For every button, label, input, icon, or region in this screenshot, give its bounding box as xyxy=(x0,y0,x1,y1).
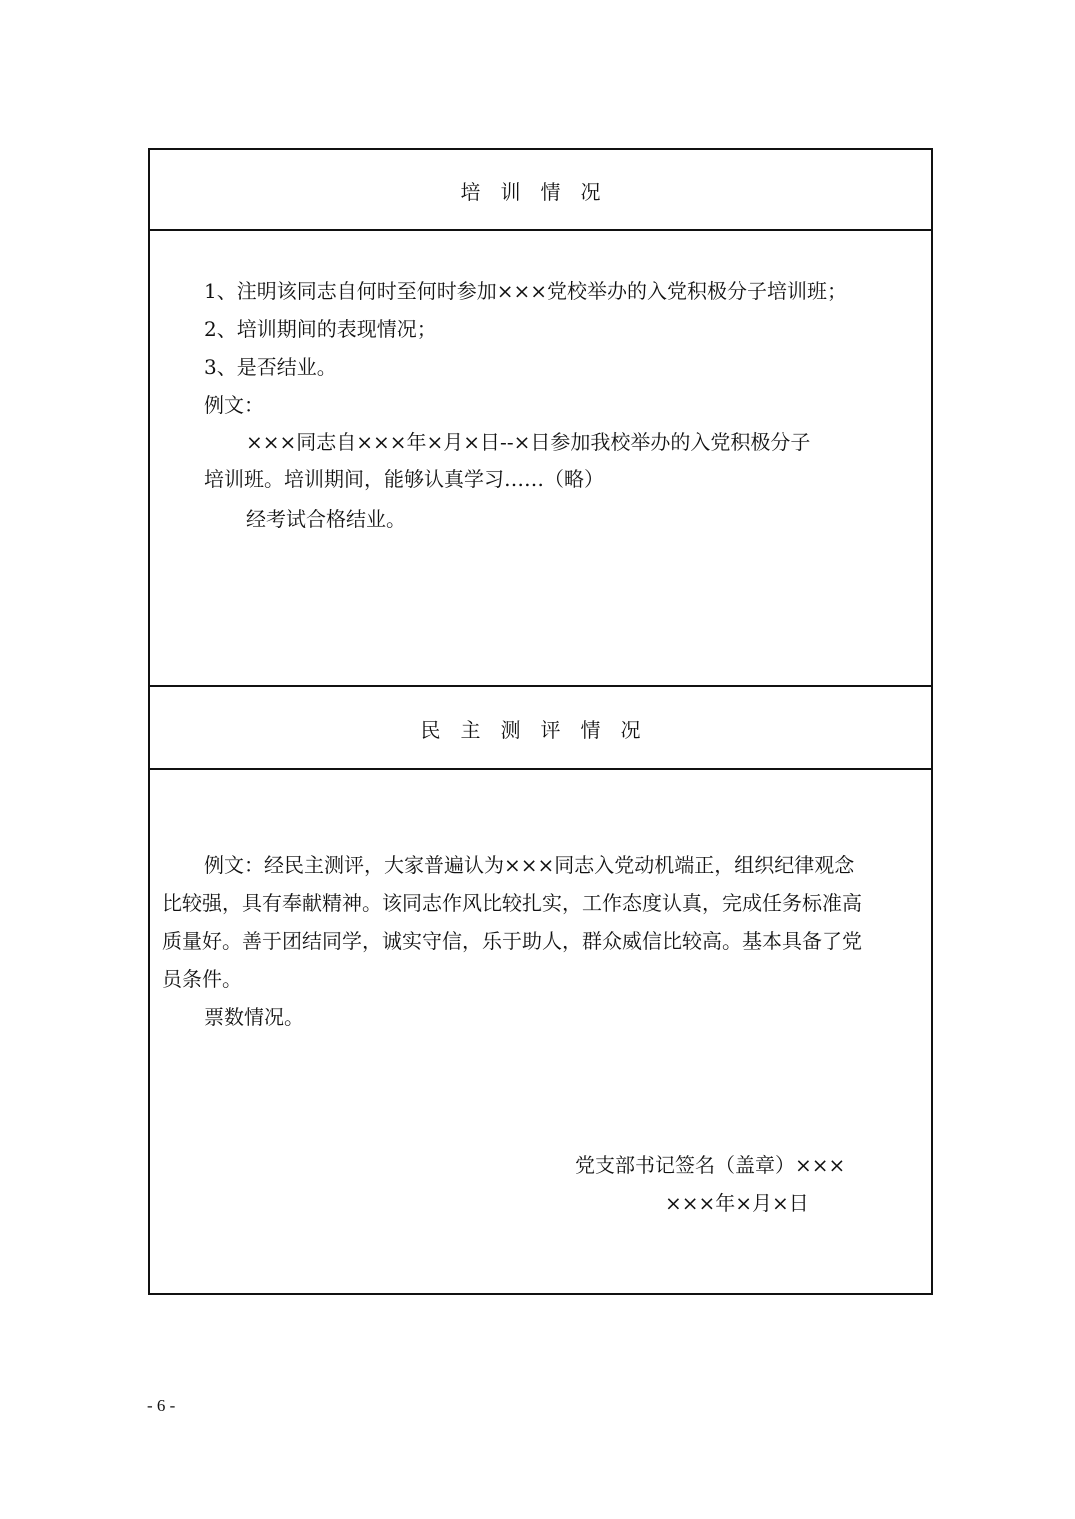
training-item-2: 2、培训期间的表现情况； xyxy=(204,317,437,341)
training-example-label: 例文： xyxy=(204,393,264,417)
votes-text: 票数情况。 xyxy=(204,1005,304,1029)
divider xyxy=(150,229,931,231)
form-table xyxy=(148,148,933,1295)
signature-date: ×××年×月×日 xyxy=(665,1191,809,1215)
training-header: 培训情况 xyxy=(460,179,621,204)
evaluation-header: 民主测评情况 xyxy=(420,717,661,742)
evaluation-line-1: 例文：经民主测评，大家普遍认为×××同志入党动机端正，组织纪律观念 xyxy=(204,853,855,877)
page-number: - 6 - xyxy=(147,1396,176,1415)
training-example-line-2: 培训班。培训期间，能够认真学习……（略） xyxy=(204,467,604,491)
divider xyxy=(150,768,931,770)
evaluation-line-2: 比较强，具有奉献精神。该同志作风比较扎实，工作态度认真，完成任务标准高 xyxy=(162,891,862,915)
signature-line: 党支部书记签名（盖章）××× xyxy=(575,1153,846,1177)
training-example-line-1: ×××同志自×××年×月×日--×日参加我校举办的入党积极分子 xyxy=(246,430,811,454)
training-item-1: 1、注明该同志自何时至何时参加×××党校举办的入党积极分子培训班； xyxy=(204,279,847,303)
evaluation-line-4: 员条件。 xyxy=(162,967,242,991)
training-example-line-3: 经考试合格结业。 xyxy=(246,507,406,531)
evaluation-line-3: 质量好。善于团结同学，诚实守信，乐于助人，群众威信比较高。基本具备了党 xyxy=(162,929,862,953)
training-item-3: 3、是否结业。 xyxy=(204,355,337,379)
